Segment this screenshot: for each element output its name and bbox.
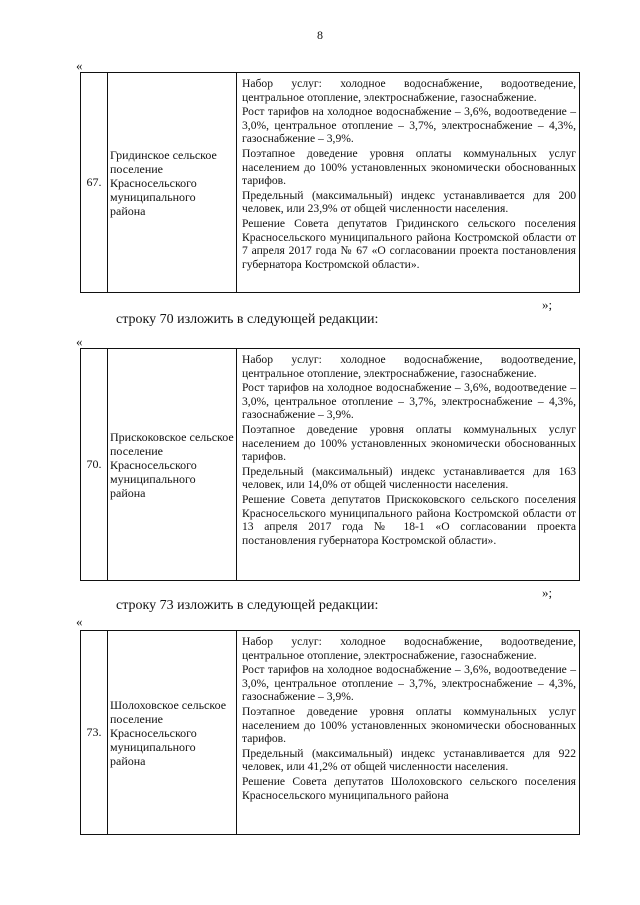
- table-row-70: [80, 348, 580, 581]
- services-text: Набор услуг: холодное водоснабжение, водоотведение, центральное отопление, электроснабжение, газоснабжение.: [242, 635, 576, 662]
- phased-payment-text: Поэтапное доведение уровня оплаты коммунальных услуг населением до 100% установленных экономически обоснованных тарифов.: [242, 422, 576, 464]
- tariff-growth-text: Рост тарифов на холодное водоснабжение – 3,6%, водоотведение – 3,0%, центральное отопление – 3,7%, электроснабжение – 4,3%, газоснабжение – 3,9%.: [242, 663, 576, 704]
- row-number: 67.: [81, 73, 108, 293]
- index-text: Предельный (максимальный) индекс устанавливается для 200 человек, или 23,9% от общей численности населения.: [242, 188, 576, 216]
- settlement-name: Шолоховское сельское поселение Красносельского муниципального района: [108, 631, 237, 835]
- index-text: Предельный (максимальный) индекс устанавливается для 163 человек, или 14,0% от общей численности населения.: [242, 464, 576, 492]
- opening-quote: «: [76, 58, 83, 73]
- opening-quote: «: [76, 334, 83, 349]
- row-number: 70.: [81, 349, 108, 581]
- intro-row-73: строку 73 изложить в следующей редакции:: [116, 598, 379, 613]
- phased-payment-text: Поэтапное доведение уровня оплаты коммунальных услуг населением до 100% установленных экономически обоснованных тарифов.: [242, 146, 576, 188]
- decision-text: Решение Совета депутатов Прискоковского сельского поселения Красносельского муниципального района Костромской области от 13 апреля 2017 года № 18-1 «О согласовании проекта постановления губернатора Костромской области».: [242, 492, 576, 547]
- phased-payment-text: Поэтапное доведение уровня оплаты коммунальных услуг населением до 100% установленных экономически обоснованных тарифов.: [242, 704, 576, 746]
- services-text: Набор услуг: холодное водоснабжение, водоотведение, центральное отопление, электроснабжение, газоснабжение.: [242, 77, 576, 104]
- intro-row-70: строку 70 изложить в следующей редакции:: [116, 312, 379, 327]
- tariff-growth-text: Рост тарифов на холодное водоснабжение – 3,6%, водоотведение – 3,0%, центральное отопление – 3,7%, электроснабжение – 4,3%, газоснабжение – 3,9%.: [242, 381, 576, 422]
- row-description: [237, 349, 580, 581]
- table-row-67: [80, 72, 580, 293]
- opening-quote: «: [76, 614, 83, 629]
- index-text: Предельный (максимальный) индекс устанавливается для 922 человек, или 41,2% от общей численности населения.: [242, 746, 576, 774]
- closing-quote: »;: [542, 297, 553, 312]
- tariff-growth-text: Рост тарифов на холодное водоснабжение – 3,6%, водоотведение – 3,0%, центральное отопление – 3,7%, электроснабжение – 4,3%, газоснабжение – 3,9%.: [242, 105, 576, 146]
- row-description: [237, 631, 580, 835]
- services-text: Набор услуг: холодное водоснабжение, водоотведение, центральное отопление, электроснабжение, газоснабжение.: [242, 353, 576, 380]
- row-number: 73.: [81, 631, 108, 835]
- settlement-name: Прискоковское сельское поселение Красносельского муниципального района: [108, 349, 237, 581]
- decision-text: Решение Совета депутатов Шолоховского сельского поселения Красносельского муниципального района: [242, 774, 576, 802]
- page-number: 8: [317, 28, 323, 42]
- closing-quote: »;: [542, 585, 553, 600]
- decision-text: Решение Совета депутатов Гридинского сельского поселения Красносельского муниципального района Костромской области от 7 апреля 2017 года № 67 «О согласовании проекта постановления губернатора Костромской области».: [242, 216, 576, 271]
- row-description: [237, 73, 580, 293]
- table-row-73: [80, 630, 580, 835]
- settlement-name: Гридинское сельское поселение Красносельского муниципального района: [108, 73, 237, 293]
